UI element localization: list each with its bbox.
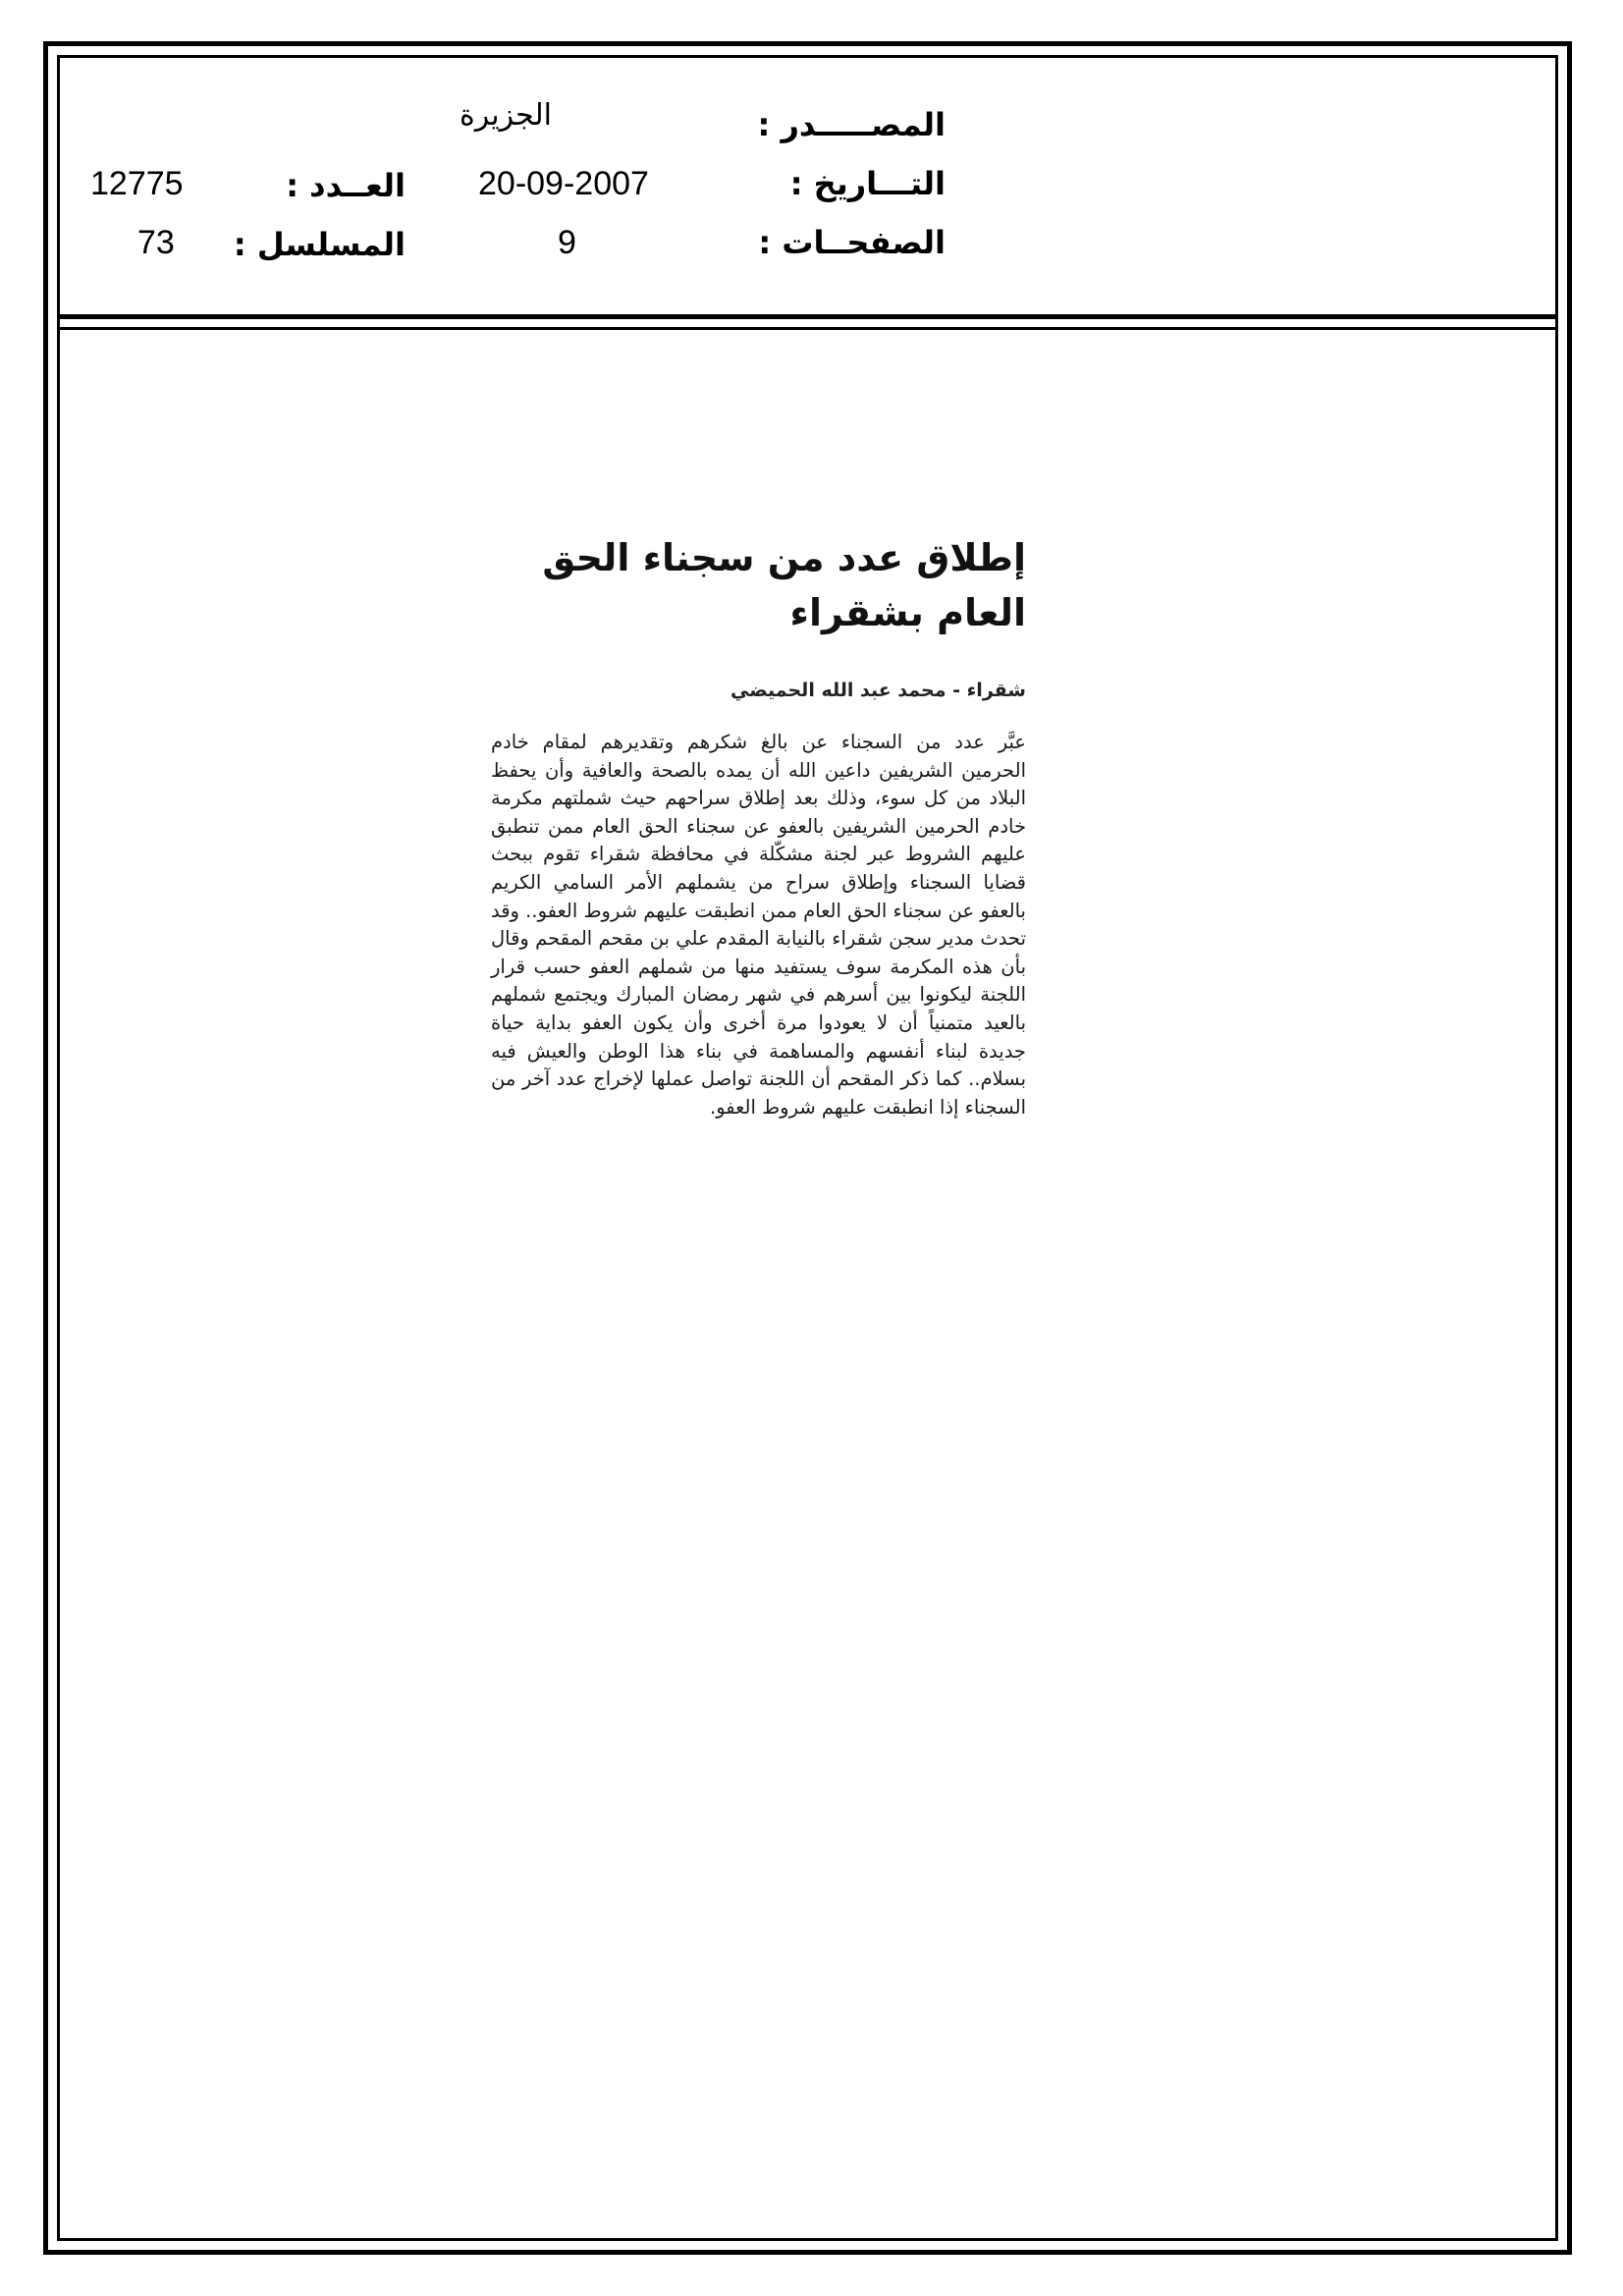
issue-label: العــدد : <box>286 167 406 204</box>
pages-label: الصفحــات : <box>758 224 946 261</box>
source-label: المصـــــدر : <box>757 106 946 143</box>
serial-value: 73 <box>137 224 175 261</box>
pages-value: 9 <box>558 224 576 261</box>
date-label: التـــاريخ : <box>789 165 946 202</box>
header-divider-secondary <box>57 327 1558 330</box>
serial-label: المسلسل : <box>233 226 406 263</box>
issue-value: 12775 <box>90 165 184 202</box>
inner-border <box>57 55 1558 2241</box>
article-clipping <box>491 530 1026 1121</box>
article-byline: شقراء - محمد عبد الله الحميضي <box>730 680 1026 701</box>
source-value: الجزيرة <box>460 98 553 133</box>
article-body: عبَّر عدد من السجناء عن بالغ شكرهم وتقديرهم لمقام خادم الحرمين الشريفين داعين الله أن يمده بالصحة والعافية وأن يحفظ البلاد من كل سوء، وذلك بعد إطلاق سراحهم حيث شملتهم مكرمة خادم الحرمين الشريفين بالعفو عن سجناء الحق العام ممن تنطبق عليهم الشروط عبر لجنة مشكّلة في محافظة شقراء تقوم ببحث قضايا السجناء وإطلاق سراح من يشملهم الأمر السامي الكريم بالعفو عن سجناء الحق العام ممن انطبقت عليهم شروط العفو.. وقد تحدث مدير سجن شقراء بالنيابة المقدم علي بن مقحم المقحم وقال بأن هذه المكرمة سوف يستفيد منها من شملهم العفو حسب قرار اللجنة ليكونوا بين أسرهم في شهر رمضان المبارك ويجتمع شملهم بالعيد متمنياً أن لا يعودوا مرة أخرى وأن يكون العفو بداية حياة جديدة لبناء أنفسهم والمساهمة في بناء هذا الوطن والعيش فيه بسلام.. كما ذكر المقحم أن اللجنة تواصل عملها لإخراج عدد آخر من السجناء إذا انطبقت عليهم شروط العفو. <box>491 731 1026 1119</box>
header-divider <box>57 314 1558 319</box>
article-headline: إطلاق عدد من سجناء الحق العام بشقراء <box>542 536 1026 634</box>
date-value: 20-09-2007 <box>478 165 649 202</box>
